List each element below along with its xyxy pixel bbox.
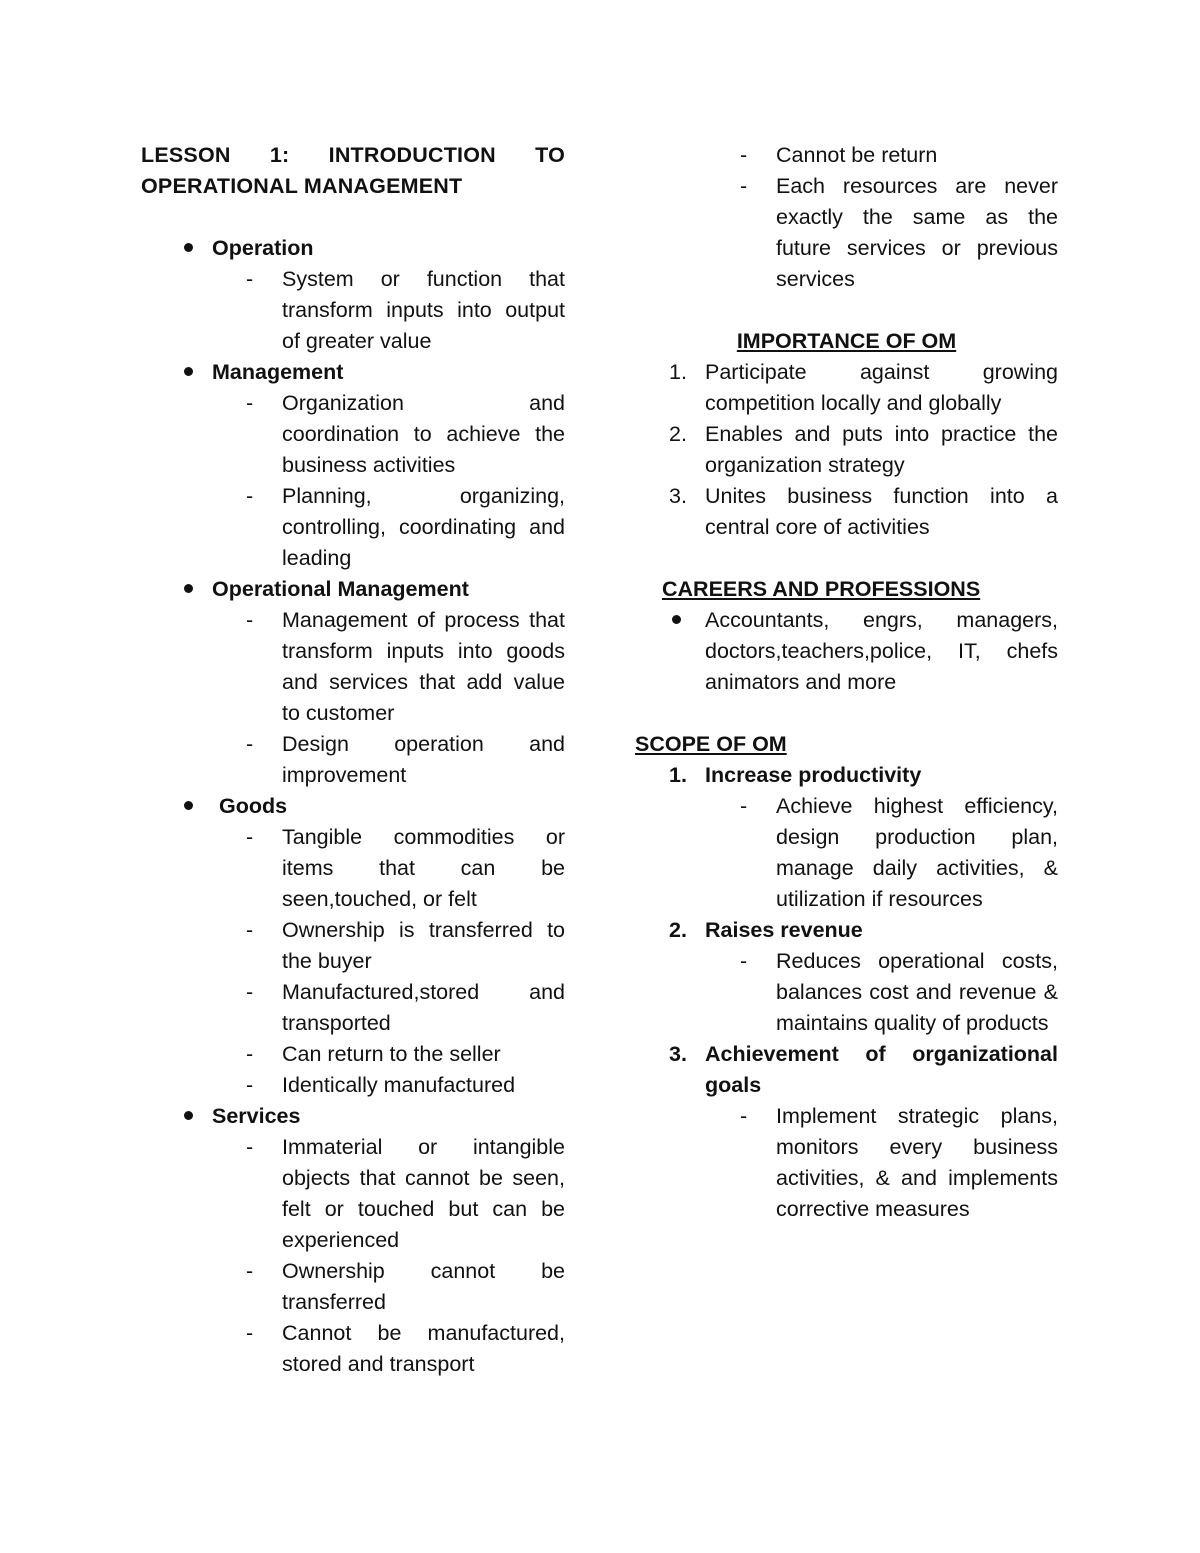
bullet-icon (668, 605, 684, 636)
right-column (635, 140, 1058, 1225)
dash-icon: - (246, 1259, 254, 1283)
definition-item: - System or function that transform inputs into output of greater value (141, 264, 565, 357)
scope-item-title: 3. Achievement of organizational goals (669, 1042, 1058, 1097)
bullet-icon (178, 791, 198, 822)
definition-item: - Planning, organizing, controlling, coordinating and leading (141, 481, 565, 574)
title-line-2: OPERATIONAL MANAGEMENT (141, 174, 463, 198)
definition-item: - Ownership is transferred to the buyer (141, 915, 565, 977)
dash-icon: - (246, 732, 254, 756)
scope-item-detail: - Achieve highest efficiency, design production plan, manage daily activities, & utilization if resources (635, 791, 1058, 915)
definition-item: - Manufactured,stored and transported (141, 977, 565, 1039)
careers-item: Accountants, engrs, managers, doctors,teachers,police, IT, chefs animators and more (635, 605, 1058, 698)
dash-icon: - (740, 143, 748, 167)
dash-icon: - (246, 484, 254, 508)
scope-heading: SCOPE OF OM (635, 732, 787, 756)
dash-icon: - (246, 1073, 254, 1097)
scope-item-detail: - Implement strategic plans, monitors every business activities, & and implements corrective measures (635, 1101, 1058, 1225)
title-line-1: LESSON 1: INTRODUCTION TO (141, 143, 565, 167)
definition-item: - Cannot be return (635, 140, 1058, 171)
definition-item: - Each resources are never exactly the same as the future services or previous services (635, 171, 1058, 295)
definition-item: - Management of process that transform inputs into goods and services that add value to customer (141, 605, 565, 729)
importance-heading: IMPORTANCE OF OM (736, 329, 957, 353)
scope-item-title: 2. Raises revenue (669, 918, 863, 942)
dash-icon: - (246, 267, 254, 291)
careers-heading: CAREERS AND PROFESSIONS (662, 577, 981, 601)
importance-item: 2. Enables and puts into practice the organization strategy (669, 422, 1058, 477)
lesson-title (141, 140, 565, 202)
dash-icon: - (740, 1104, 748, 1128)
importance-item: 1. Participate against growing competition locally and globally (669, 360, 1058, 415)
definition-item: - Identically manufactured (141, 1070, 565, 1101)
term-services: Services (141, 1101, 565, 1132)
dash-icon: - (246, 1135, 254, 1159)
definition-item: - Immaterial or intangible objects that cannot be seen, felt or touched but can be experienced (141, 1132, 565, 1256)
dash-icon: - (246, 1042, 254, 1066)
bullet-icon (178, 1101, 198, 1132)
definition-item: - Cannot be manufactured, stored and transport (141, 1318, 565, 1380)
dash-icon: - (740, 794, 748, 818)
definition-item: - Organization and coordination to achieve the business activities (141, 388, 565, 481)
dash-icon: - (740, 949, 748, 973)
dash-icon: - (246, 608, 254, 632)
dash-icon: - (246, 825, 254, 849)
definition-item: - Ownership cannot be transferred (141, 1256, 565, 1318)
bullet-icon (178, 357, 198, 388)
importance-item: 3. Unites business function into a central core of activities (669, 484, 1058, 539)
bullet-icon (178, 233, 198, 264)
scope-item-detail: - Reduces operational costs, balances cost and revenue & maintains quality of products (635, 946, 1058, 1039)
term-operation: Operation (141, 233, 565, 264)
definition-item: - Can return to the seller (141, 1039, 565, 1070)
definition-item: - Tangible commodities or items that can be seen,touched, or felt (141, 822, 565, 915)
term-operational-management: Operational Management (141, 574, 565, 605)
term-goods: Goods (141, 791, 565, 822)
term-management: Management (141, 357, 565, 388)
dash-icon: - (246, 1321, 254, 1345)
dash-icon: - (740, 174, 748, 198)
definition-item: - Design operation and improvement (141, 729, 565, 791)
bullet-icon (178, 574, 198, 605)
left-column (141, 140, 565, 1380)
dash-icon: - (246, 391, 254, 415)
scope-item-title: 1. Increase productivity (669, 763, 922, 787)
dash-icon: - (246, 918, 254, 942)
dash-icon: - (246, 980, 254, 1004)
